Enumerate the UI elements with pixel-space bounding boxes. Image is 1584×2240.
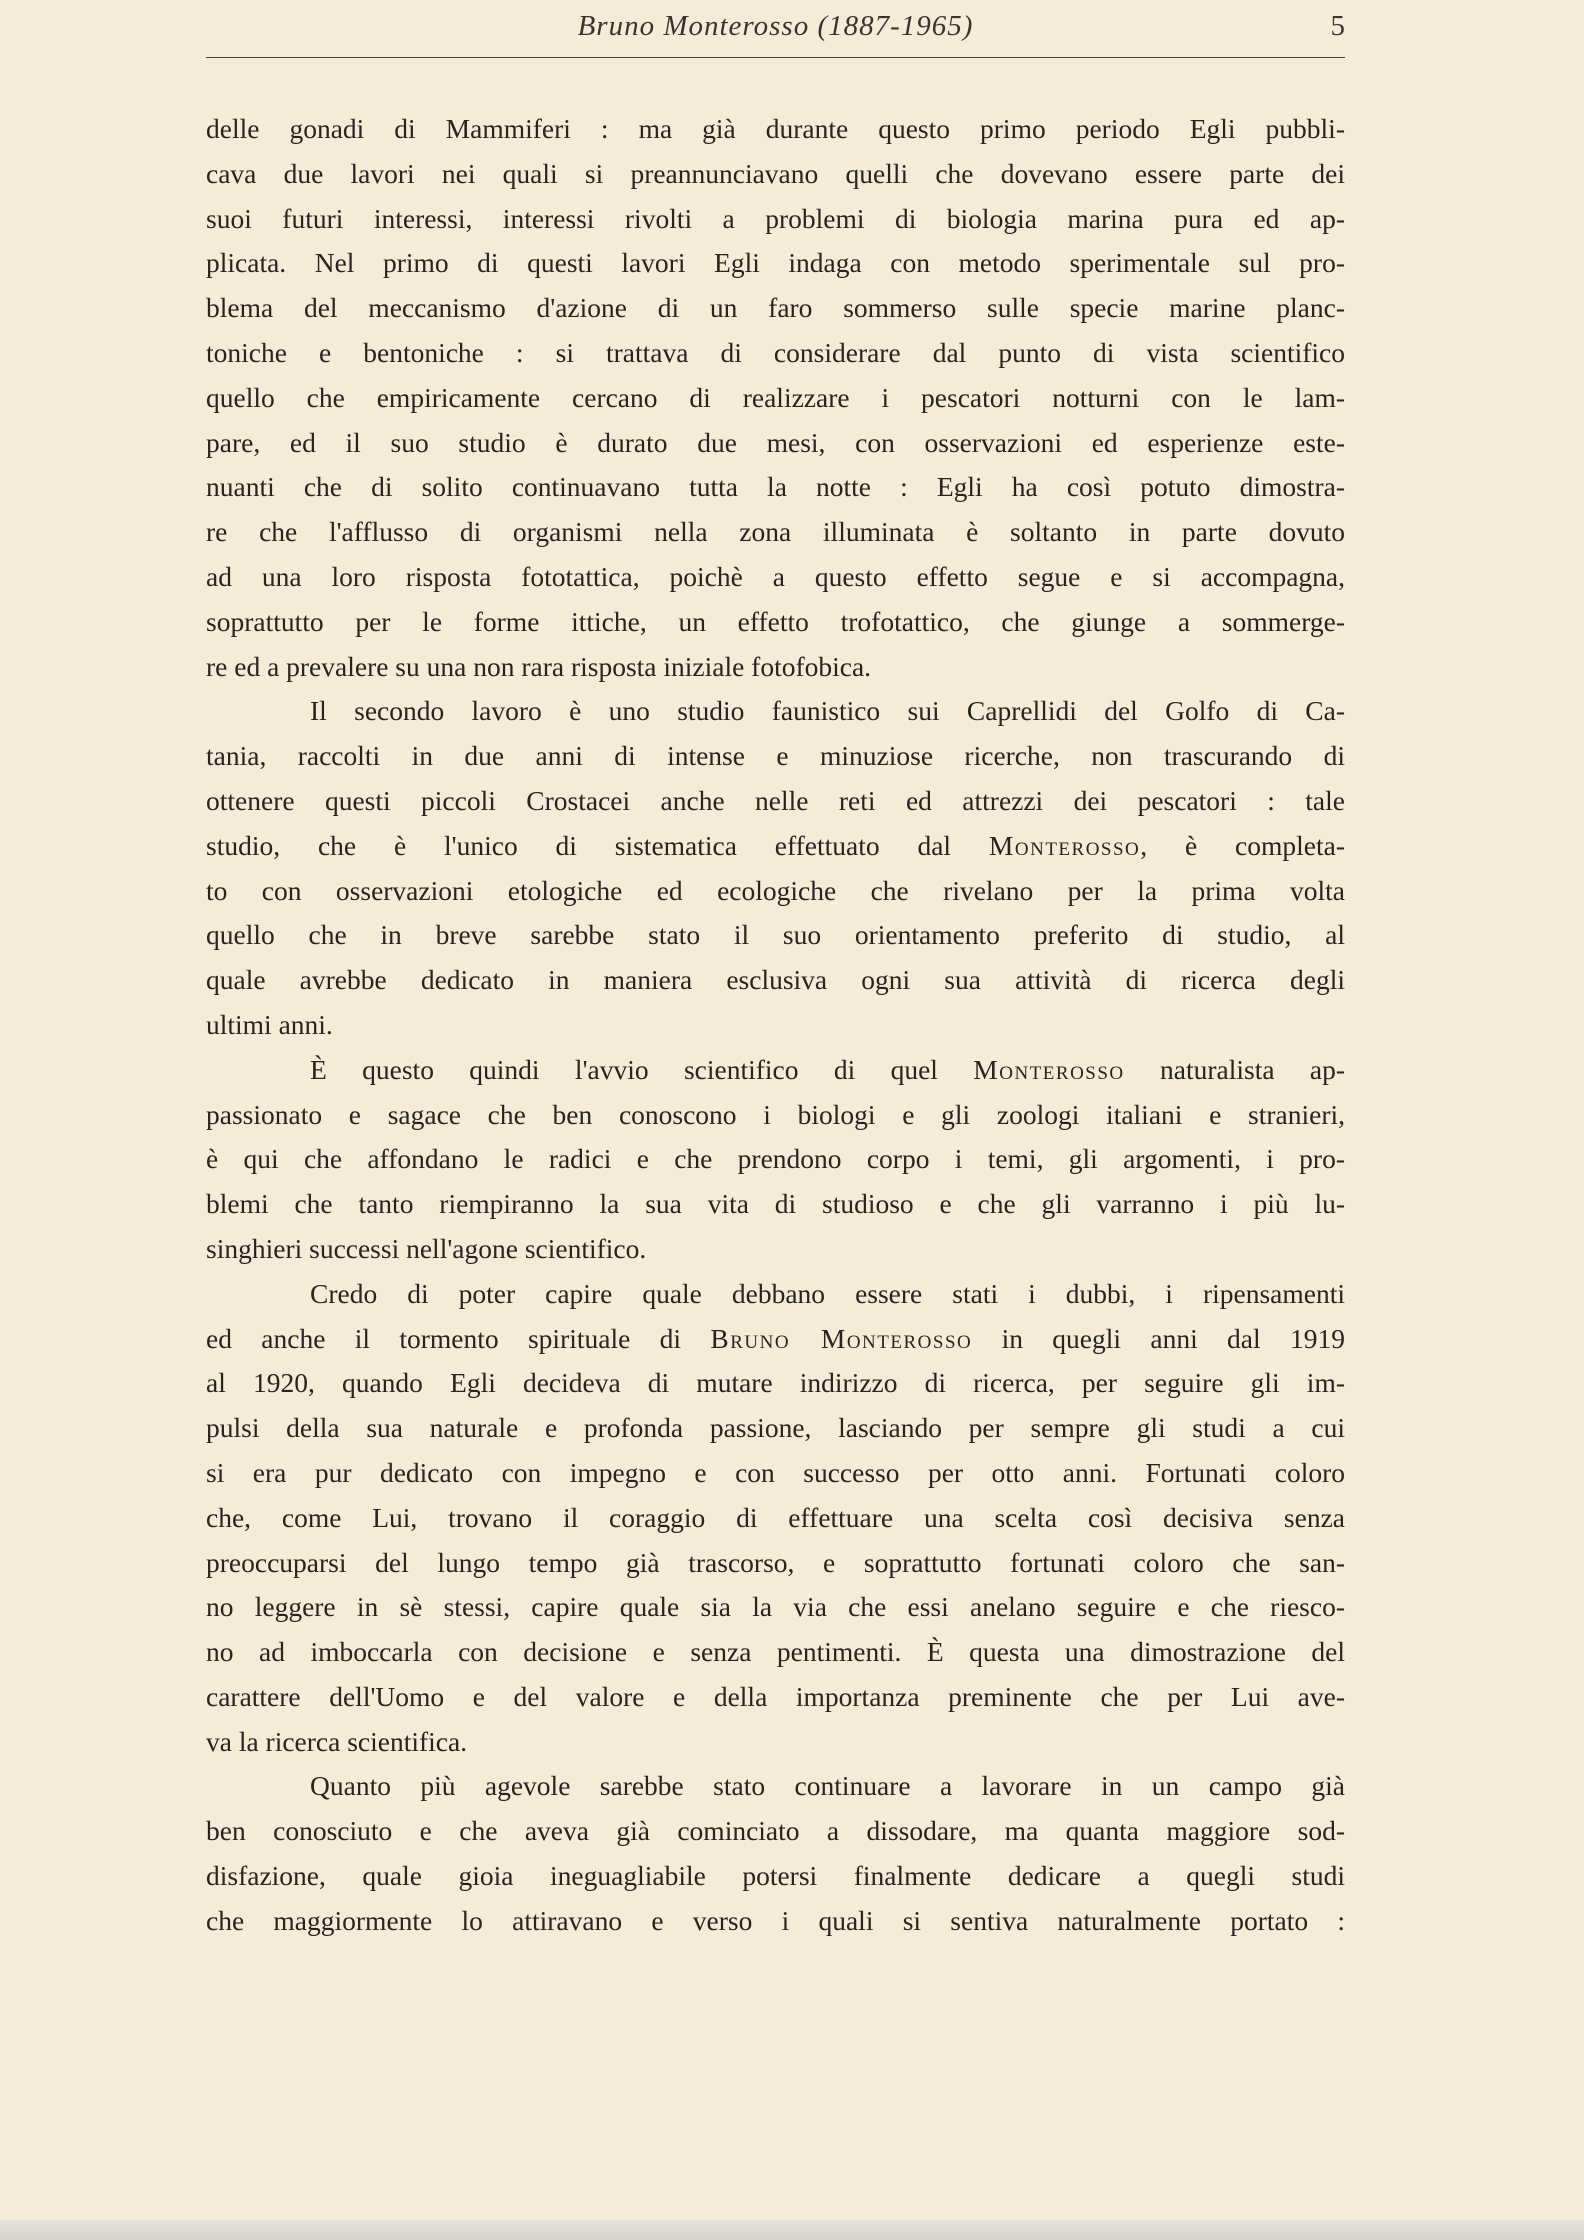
paragraph [206,107,1345,689]
scan-bottom-edge [0,2220,1584,2240]
text-line: va la ricerca scientifica. [206,1725,468,1757]
text-line: soprattutto per le forme ittiche, un effetto trofotattico, che giunge a sommerge- [206,605,1345,637]
text-line: che maggiormente lo attiravano e verso i quali si sentiva naturalmente portato : [206,1904,1345,1936]
text-line: toniche e bentoniche : si trattava di considerare dal punto di vista scientifico [206,336,1345,368]
paragraph [206,1272,1345,1765]
text-line: cava due lavori nei quali si preannunciavano quelli che dovevano essere parte dei [206,157,1345,189]
text-line: ottenere questi piccoli Crostacei anche nelle reti ed attrezzi dei pescatori : tale [206,784,1345,816]
text-line: pulsi della sua naturale e profonda passione, lasciando per sempre gli studi a cui [206,1412,1345,1444]
small-caps-name: Bruno Monterosso [710,1322,973,1354]
text-line: blema del meccanismo d'azione di un faro sommerso sulle specie marine planc- [206,292,1345,324]
running-title: Bruno Monterosso (1887-1965) [577,10,974,42]
body-text [206,107,1345,1944]
paragraph [206,689,1345,1047]
text-line: ben conosciuto e che aveva già cominciato a dissodare, ma quanta maggiore sod- [206,1815,1345,1847]
text-line: singhieri successi nell'agone scientifico. [206,1232,647,1264]
small-caps-name: Monterosso [973,1053,1125,1085]
text-line: re ed a prevalere su una non rara risposta iniziale fotofobica. [206,650,872,682]
text-line: delle gonadi di Mammiferi : ma già durante questo primo periodo Egli pubbli- [206,113,1345,144]
text-line: to con osservazioni etologiche ed ecologiche che rivelano per la prima volta [206,874,1345,906]
text-line: no ad imboccarla con decisione e senza pentimenti. È questa una dimostrazione del [206,1636,1345,1668]
text-line: che, come Lui, trovano il coraggio di effettuare una scelta così decisiva senza [206,1501,1345,1533]
text-line: quello che in breve sarebbe stato il suo orientamento preferito di studio, al [206,919,1345,951]
text-line: nuanti che di solito continuavano tutta la notte : Egli ha così potuto dimostra- [206,471,1345,503]
text-line: ed anche il tormento spirituale di Bruno Monterosso in quegli anni dal 1919 [206,1322,1345,1354]
text-line: Quanto più agevole sarebbe stato continuare a lavorare in un campo già [310,1770,1345,1802]
text-line: Credo di poter capire quale debbano essere stati i dubbi, i ripensamenti [310,1277,1345,1309]
text-line: ultimi anni. [206,1008,333,1040]
text-line: carattere dell'Uomo e del valore e della importanza preminente che per Lui ave- [206,1680,1345,1712]
text-line: suoi futuri interessi, interessi rivolti a problemi di biologia marina pura ed ap- [206,202,1345,234]
text-line: Il secondo lavoro è uno studio faunistico sui Caprellidi del Golfo di Ca- [310,695,1345,727]
header-rule [206,57,1345,58]
text-line: È questo quindi l'avvio scientifico di quel Monterosso naturalista ap- [310,1053,1346,1085]
text-line: al 1920, quando Egli decideva di mutare indirizzo di ricerca, per seguire gli im- [206,1367,1345,1399]
page-number: 5 [1330,10,1345,42]
text-line: studio, che è l'unico di sistematica effettuato dal Monterosso, è completa- [206,829,1345,861]
text-line: quale avrebbe dedicato in maniera esclusiva ogni sua attività di ricerca degli [206,964,1345,996]
text-line: passionato e sagace che ben conoscono i biologi e gli zoologi italiani e stranieri, [206,1098,1345,1130]
paragraph [206,1764,1345,1943]
text-line: no leggere in sè stessi, capire quale sia la via che essi anelano seguire e che riesco- [206,1591,1345,1623]
text-line: quello che empiricamente cercano di realizzare i pescatori notturni con le lam- [206,381,1345,413]
text-line: ad una loro risposta fototattica, poichè a questo effetto segue e si accompagna, [206,560,1345,592]
text-line: blemi che tanto riempiranno la sua vita di studioso e che gli varranno i più lu- [206,1188,1345,1220]
page-header [206,10,1345,58]
text-line: pare, ed il suo studio è durato due mesi, con osservazioni ed esperienze este- [206,426,1345,458]
paragraph [206,1048,1345,1272]
text-line: si era pur dedicato con impegno e con successo per otto anni. Fortunati coloro [206,1456,1345,1488]
text-line: tania, raccolti in due anni di intense e minuziose ricerche, non trascurando di [206,740,1345,772]
text-line: plicata. Nel primo di questi lavori Egli indaga con metodo sperimentale sul pro- [206,247,1345,279]
text-line: preoccuparsi del lungo tempo già trascorso, e soprattutto fortunati coloro che san- [206,1546,1345,1578]
small-caps-name: Monterosso [988,829,1141,861]
text-line: è qui che affondano le radici e che prendono corpo i temi, gli argomenti, i pro- [206,1143,1345,1175]
text-line: disfazione, quale gioia ineguagliabile potersi finalmente dedicare a quegli studi [206,1860,1345,1892]
text-line: re che l'afflusso di organismi nella zona illuminata è soltanto in parte dovuto [206,516,1345,548]
